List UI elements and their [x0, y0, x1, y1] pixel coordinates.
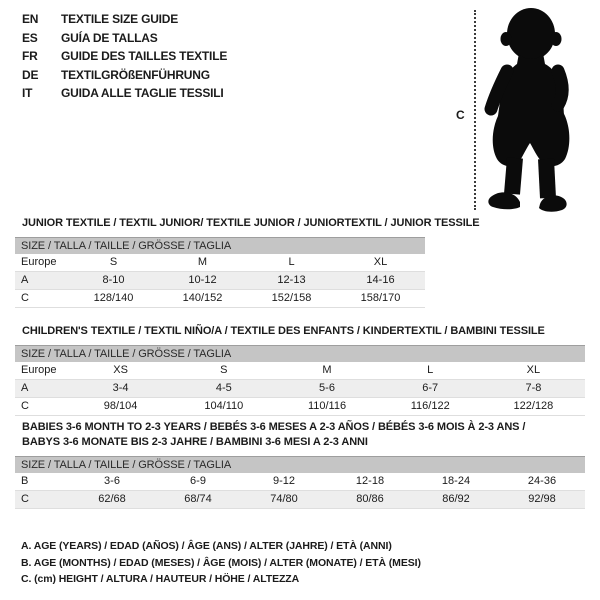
- table-cell: XS: [113, 364, 128, 376]
- language-row: [22, 47, 227, 66]
- table-cell: 3-6: [104, 475, 120, 487]
- table-row: [15, 398, 585, 416]
- size-header-bar: SIZE / TALLA / TAILLE / GRÖSSE / TAGLIA: [15, 238, 425, 254]
- table-cell: L: [427, 364, 434, 376]
- table-cell: 62/68: [98, 493, 126, 505]
- footnote-line: B. AGE (MONTHS) / EDAD (MESES) / ÂGE (MOIS) / ALTER (MONATE) / ETÀ (MESI): [21, 556, 421, 569]
- section-title: [15, 324, 585, 339]
- language-title: GUIDA ALLE TAGLIE TESSILI: [61, 86, 224, 100]
- table-cell: XL: [526, 364, 541, 376]
- table-cell: 158/170: [360, 292, 401, 304]
- table-row: [15, 254, 425, 272]
- section-title-line: BABYS 3-6 MONATE BIS 2-3 JAHRE / BAMBINI 3-6 MESI A 2-3 ANNI: [22, 436, 368, 448]
- height-measure-label: C: [456, 108, 465, 122]
- table-rows: [15, 362, 585, 416]
- table-cell: XL: [373, 256, 388, 268]
- table-cell: 98/104: [103, 400, 138, 412]
- table-cell: L: [288, 256, 295, 268]
- table-cell: 7-8: [525, 382, 542, 394]
- table-cell: 18-24: [441, 475, 471, 487]
- table-cell: S: [220, 364, 228, 376]
- footnote-line: A. AGE (YEARS) / EDAD (AÑOS) / ÂGE (ANS) / ALTER (JAHRE) / ETÀ (ANNI): [21, 540, 392, 552]
- section-title-line: BABIES 3-6 MONTH TO 2-3 YEARS / BEBÉS 3-6 MESES A 2-3 AÑOS / BÉBÉS 3-6 MOIS À 2-3 ANS /: [22, 421, 526, 433]
- row-label: C: [21, 292, 29, 304]
- row-label: Europe: [21, 256, 57, 268]
- row-label: C: [21, 400, 29, 412]
- row-label: A: [21, 274, 29, 286]
- size-header-bar: SIZE / TALLA / TAILLE / GRÖSSE / TAGLIA: [15, 346, 585, 362]
- language-list: [22, 10, 227, 103]
- table-cell: 92/98: [528, 493, 556, 505]
- size-table: [15, 345, 585, 416]
- table-cell: 10-12: [188, 274, 217, 286]
- size-table: [15, 237, 425, 308]
- height-dotted-line: [474, 10, 476, 210]
- table-cell: 5-6: [319, 382, 335, 394]
- language-code: EN: [22, 12, 39, 26]
- table-cell: 152/158: [271, 292, 312, 304]
- section-title: [15, 420, 585, 450]
- table-cell: 3-4: [112, 382, 129, 394]
- section-title: [15, 216, 585, 231]
- table-cell: 122/128: [513, 400, 554, 412]
- language-row: [22, 66, 227, 85]
- row-label: A: [21, 382, 29, 394]
- table-cell: 12-18: [355, 475, 385, 487]
- table-cell: 24-36: [527, 475, 557, 487]
- table-cell: 68/74: [184, 493, 212, 505]
- table-row: [15, 272, 425, 290]
- footnotes: [21, 538, 421, 588]
- table-cell: 14-16: [366, 274, 395, 286]
- table-cell: 128/140: [93, 292, 134, 304]
- size-section: [15, 216, 585, 308]
- language-code: FR: [22, 49, 38, 63]
- table-cell: 116/122: [410, 400, 450, 412]
- language-row: [22, 29, 227, 48]
- table-cell: 6-9: [190, 475, 206, 487]
- table-cell: 104/110: [204, 400, 244, 412]
- table-rows: [15, 473, 585, 509]
- table-cell: 12-13: [277, 274, 306, 286]
- language-title: GUIDE DES TAILLES TEXTILE: [61, 49, 228, 63]
- section-title-line: CHILDREN'S TEXTILE / TEXTIL NIÑO/A / TEXTILE DES ENFANTS / KINDERTEXTIL / BAMBINI TESSILE: [22, 325, 545, 337]
- language-code: IT: [22, 86, 33, 100]
- table-cell: 110/116: [307, 400, 347, 412]
- language-title: GUÍA DE TALLAS: [61, 30, 158, 45]
- table-cell: 6-7: [422, 382, 439, 394]
- section-title-line: JUNIOR TEXTILE / TEXTIL JUNIOR/ TEXTILE JUNIOR / JUNIORTEXTIL / JUNIOR TESSILE: [22, 217, 480, 229]
- size-header-bar: SIZE / TALLA / TAILLE / GRÖSSE / TAGLIA: [15, 457, 585, 473]
- table-cell: 9-12: [272, 475, 296, 487]
- row-label: C: [21, 493, 29, 505]
- table-cell: 74/80: [270, 493, 298, 505]
- table-cell: 86/92: [442, 493, 470, 505]
- table-cell: 8-10: [102, 274, 125, 286]
- size-section: [15, 324, 585, 416]
- language-row: [22, 10, 227, 29]
- table-rows: [15, 254, 425, 308]
- table-row: [15, 362, 585, 380]
- size-table: [15, 456, 585, 509]
- row-label: B: [21, 475, 29, 487]
- table-cell: 80/86: [356, 493, 384, 505]
- table-row: [15, 380, 585, 398]
- table-cell: 140/152: [182, 292, 223, 304]
- height-figure: [448, 4, 600, 216]
- language-code: DE: [22, 67, 39, 82]
- language-code: ES: [22, 30, 38, 45]
- language-row: [22, 84, 227, 103]
- table-cell: S: [109, 256, 118, 268]
- baby-silhouette-icon: [482, 6, 594, 212]
- table-row: [15, 491, 585, 509]
- table-cell: M: [197, 256, 208, 268]
- language-title: TEXTILE SIZE GUIDE: [61, 12, 179, 26]
- table-cell: M: [322, 364, 332, 376]
- table-row: [15, 290, 425, 308]
- footnote-line: C. (cm) HEIGHT / ALTURA / HAUTEUR / HÖHE / ALTEZZA: [21, 573, 300, 585]
- size-section: [15, 420, 585, 509]
- language-title: TEXTILGRÖßENFÜHRUNG: [61, 67, 210, 82]
- row-label: Europe: [21, 364, 57, 376]
- table-row: [15, 473, 585, 491]
- table-cell: 4-5: [215, 382, 232, 394]
